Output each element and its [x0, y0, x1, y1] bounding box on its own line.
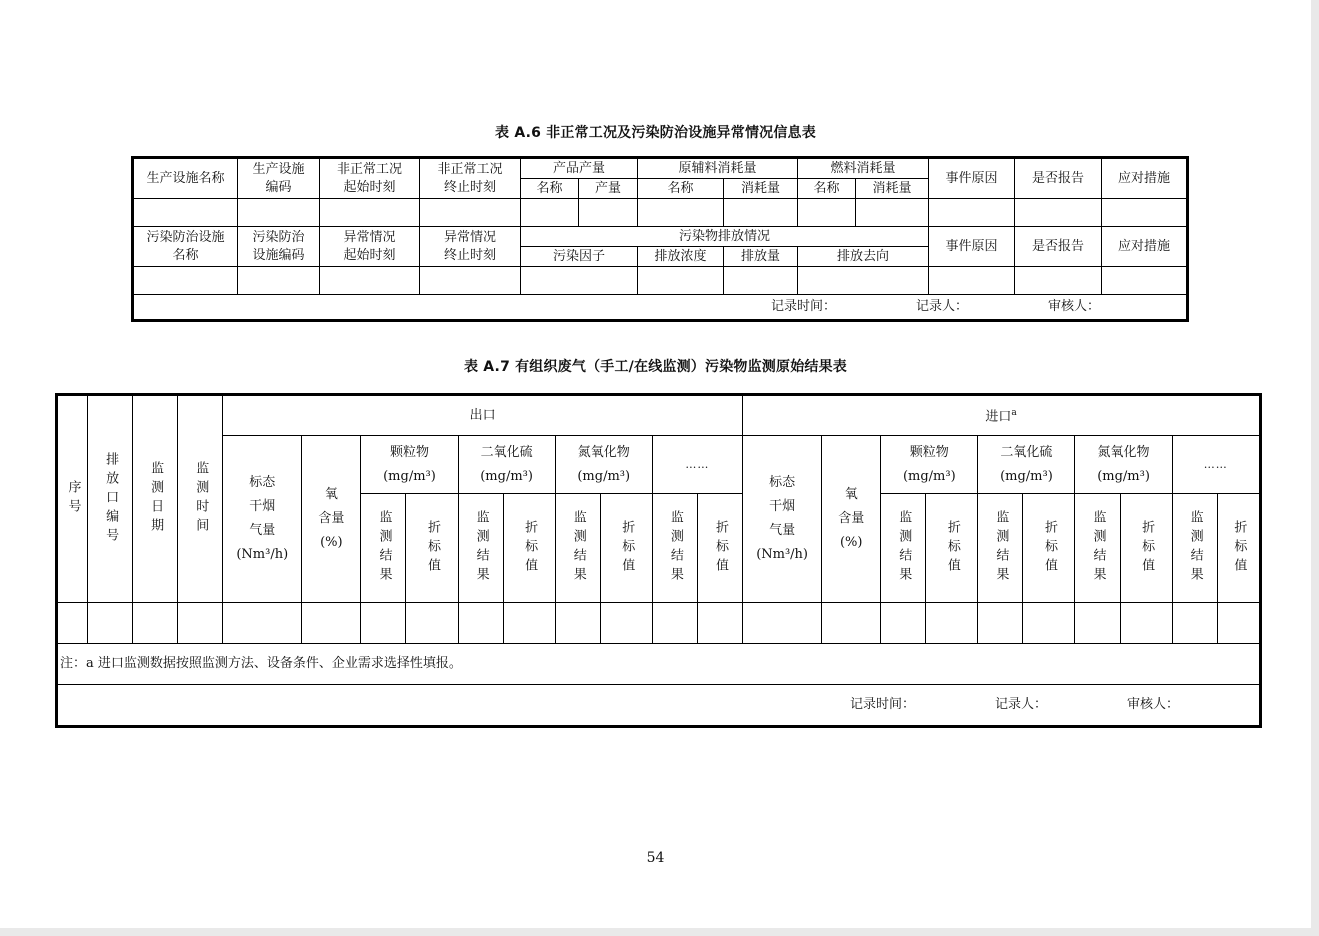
- cell-so2: 二氧化硫 (mg/m³): [978, 436, 1075, 494]
- cell-monitored-result: 监测结果: [652, 494, 697, 603]
- cell-converted-value: 折标值: [503, 494, 555, 603]
- cell-name: 名称: [638, 179, 724, 199]
- recorder: 记录人：: [994, 697, 1047, 712]
- cell-monitored-result: 监测结果: [458, 494, 503, 603]
- cell-pc-facility-name: 污染防治设施 名称: [133, 227, 238, 267]
- cell-monitored-result: 监测结果: [978, 494, 1023, 603]
- cell-fuel: 燃料消耗量: [798, 158, 929, 179]
- table-note: 注：a 进口监测数据按照监测方法、设备条件、企业需求选择性填报。: [57, 644, 1261, 685]
- cell-nox: 氮氧化物 (mg/m³): [555, 436, 652, 494]
- cell-destination: 排放去向: [798, 247, 929, 267]
- cell-inlet: 进口$^a$: [743, 395, 1261, 436]
- cell-converted-value: 折标值: [1023, 494, 1075, 603]
- cell-concentration: 排放浓度: [638, 247, 724, 267]
- cell-abnormal-start: 非正常工况 起始时刻: [320, 158, 420, 199]
- table-a7: [55, 393, 1262, 728]
- cell-ellipsis: ……: [1172, 436, 1260, 494]
- recorder: 记录人：: [916, 299, 969, 314]
- record-line: [133, 295, 1188, 321]
- page-number: 54: [646, 850, 665, 866]
- cell-consumption: 消耗量: [856, 179, 929, 199]
- cell-monitored-result: 监测结果: [1075, 494, 1120, 603]
- table-a6-title: 表 A.6 非正常工况及污染防治设施异常情况信息表: [495, 125, 816, 141]
- cell-event-cause: 事件原因: [929, 227, 1015, 267]
- cell-emission: 污染物排放情况: [521, 227, 929, 247]
- cell-outlet-no: 排放口编号: [88, 395, 133, 603]
- cell-reported: 是否报告: [1015, 158, 1102, 199]
- cell-converted-value: 折标值: [600, 494, 652, 603]
- cell-mon-date: 监测日期: [133, 395, 178, 603]
- page-edge: [0, 928, 1319, 936]
- reviewer: 审核人：: [1126, 697, 1179, 712]
- cell-pc-facility-code: 污染防治 设施编码: [238, 227, 320, 267]
- cell-event-cause: 事件原因: [929, 158, 1015, 199]
- table-a6: [131, 156, 1189, 322]
- cell-measures: 应对措施: [1102, 227, 1188, 267]
- reviewer: 审核人：: [1048, 299, 1101, 314]
- cell-consumption: 消耗量: [724, 179, 798, 199]
- cell-abnormal-end: 非正常工况 终止时刻: [420, 158, 521, 199]
- cell-std-flow: 标态 干烟 气量 (Nm³/h): [743, 436, 822, 603]
- blank-row: [133, 199, 1188, 227]
- cell-converted-value: 折标值: [406, 494, 458, 603]
- cell-monitored-result: 监测结果: [881, 494, 926, 603]
- cell-oxygen: 氧 含量 (%): [822, 436, 881, 603]
- cell-particulate: 颗粒物 (mg/m³): [361, 436, 458, 494]
- cell-anomaly-end: 异常情况 终止时刻: [420, 227, 521, 267]
- record-time: 记录时间：: [771, 299, 837, 314]
- cell-outlet: 出口: [223, 395, 743, 436]
- cell-output: 产量: [579, 179, 638, 199]
- cell-measures: 应对措施: [1102, 158, 1188, 199]
- cell-product-output: 产品产量: [521, 158, 638, 179]
- cell-particulate: 颗粒物 (mg/m³): [881, 436, 978, 494]
- cell-std-flow: 标态 干烟 气量 (Nm³/h): [223, 436, 302, 603]
- cell-converted-value: 折标值: [1217, 494, 1260, 603]
- blank-row: [133, 267, 1188, 295]
- cell-monitored-result: 监测结果: [361, 494, 406, 603]
- record-time: 记录时间：: [849, 697, 915, 712]
- cell-converted-value: 折标值: [926, 494, 978, 603]
- cell-seq: 序号: [57, 395, 88, 603]
- cell-name: 名称: [521, 179, 579, 199]
- cell-emission-amount: 排放量: [724, 247, 798, 267]
- cell-monitored-result: 监测结果: [1172, 494, 1217, 603]
- cell-name: 名称: [798, 179, 856, 199]
- cell-pollution-factor: 污染因子: [521, 247, 638, 267]
- cell-raw-material: 原辅料消耗量: [638, 158, 798, 179]
- cell-converted-value: 折标值: [1120, 494, 1172, 603]
- cell-monitored-result: 监测结果: [555, 494, 600, 603]
- cell-oxygen: 氧 含量 (%): [302, 436, 361, 603]
- cell-mon-time: 监测时间: [178, 395, 223, 603]
- cell-converted-value: 折标值: [697, 494, 742, 603]
- cell-facility-name: 生产设施名称: [133, 158, 238, 199]
- cell-nox: 氮氧化物 (mg/m³): [1075, 436, 1172, 494]
- cell-ellipsis: ……: [652, 436, 742, 494]
- cell-reported: 是否报告: [1015, 227, 1102, 267]
- cell-facility-code: 生产设施 编码: [238, 158, 320, 199]
- table-a7-title: 表 A.7 有组织废气（手工/在线监测）污染物监测原始结果表: [463, 359, 847, 375]
- blank-row: [57, 603, 1261, 644]
- record-line: [57, 685, 1261, 727]
- cell-so2: 二氧化硫 (mg/m³): [458, 436, 555, 494]
- page-edge: [1311, 0, 1319, 936]
- cell-anomaly-start: 异常情况 起始时刻: [320, 227, 420, 267]
